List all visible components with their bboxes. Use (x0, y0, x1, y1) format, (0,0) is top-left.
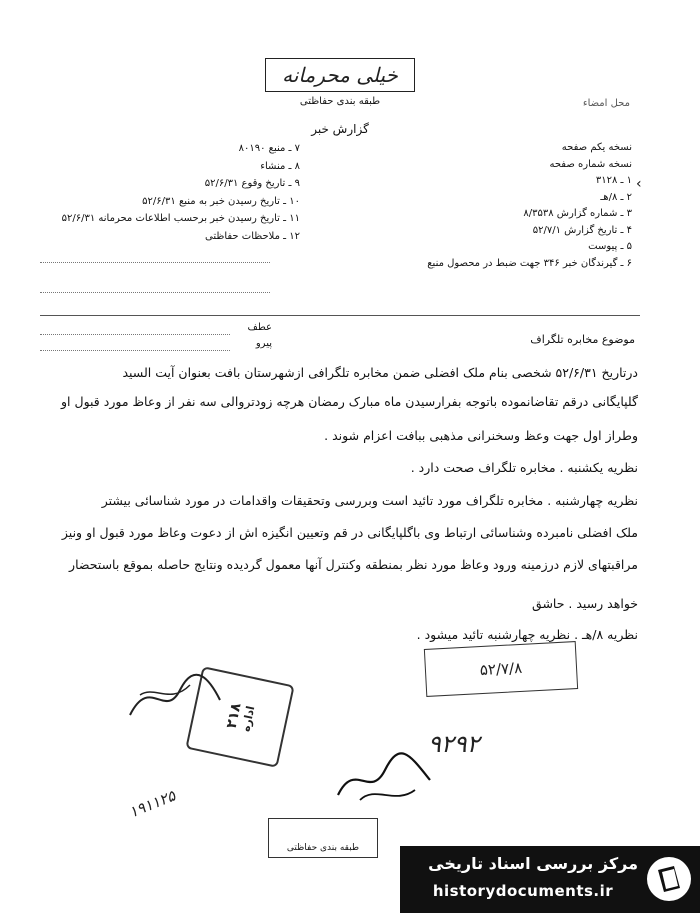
body-line: نظریه چهارشنبه . مخابره تلگراف مورد تائید است وبررسی وتحقیقات واقدامات در مورد شناسائی بیشتر (101, 493, 638, 508)
handwritten-number: ۹۲۹۲ (428, 730, 480, 758)
watermark-bar (400, 846, 700, 913)
signature (330, 750, 440, 810)
label-peyro: پیرو (255, 338, 272, 349)
body-line: نظریه یکشنبه . مخابره تلگراف صحت دارد . (410, 460, 638, 475)
dotted-line (40, 334, 230, 335)
left-field: ۱۲ ـ ملاحظات حفاظتی (205, 230, 300, 242)
divider (40, 315, 640, 316)
left-field: ۹ ـ تاریخ وقوع ۵۲/۶/۳۱ (204, 178, 300, 189)
watermark-url: historydocuments.ir (432, 882, 614, 900)
left-field: ۷ ـ منبع ۸۰۱۹۰ (238, 143, 300, 154)
report-title: گزارش خبر (311, 122, 369, 136)
left-field: ۸ ـ منشاء (260, 160, 300, 172)
stamp-number: ۲۱۸ (223, 701, 245, 730)
left-fields (40, 140, 300, 245)
right-field: ۱ ـ ۳۱۲۸ (595, 175, 632, 186)
date-stamp: ۵۲/۷/۸ (424, 641, 578, 697)
dotted-line (40, 350, 230, 351)
watermark-title: مرکز بررسی اسناد تاریخی (428, 854, 638, 873)
margin-mark: ‹ (636, 176, 642, 192)
handwritten-left: ۱۹۱۱۲۵ (126, 786, 178, 822)
label-atf: عطف (247, 322, 272, 333)
body-line: مراقبتهای لازم درزمینه ورود وعاظ مورد نظر بمنطقه وکنترل آنها معمول گردیده ونتایج حاصله بموقع باستحضار (69, 557, 638, 572)
right-field: نسخه شماره صفحه (549, 158, 632, 170)
body-line: ملک افضلی نامبرده وشناسائی ارتباط وی باگلپایگانی در قم وتعیین انگیزه اش از دعوت وعاظ مورد قبول او ونیز (61, 525, 638, 540)
right-field: ۴ ـ تاریخ گزارش ۵۲/۷/۱ (532, 224, 632, 236)
handwriting-scribble (120, 665, 230, 725)
dotted-line (40, 262, 270, 263)
body-line: گلپایگانی درقم تقاضانموده باتوجه بفرارسیدن ماه مبارک رمضان هرچه زودتروالی سه نفر از وعاظ مورد قبول او (61, 394, 638, 409)
body-line: خواهد رسید . حاشق (532, 596, 638, 611)
body-line: درتاریخ ۵۲/۶/۳۱ شخصی بنام ملک افضلی ضمن مخابره تلگرافی ازشهرستان بافت بعنوان آیت السید (122, 365, 638, 380)
right-field: ۶ ـ گیرندگان خبر ۳۴۶ جهت ضبط در محصول منبع (427, 257, 632, 269)
stamp-label: اداره (238, 704, 257, 733)
right-field: ۲ ـ ۸/هـ (600, 191, 632, 203)
right-fields (340, 140, 632, 272)
left-field: ۱۰ ـ تاریخ رسیدن خبر به منبع ۵۲/۶/۳۱ (142, 195, 300, 207)
dotted-line (40, 292, 270, 293)
classification-stamp: خیلی محرمانه (265, 58, 415, 92)
classification-caption: طبقه بندی حفاظتی (299, 96, 381, 107)
subject: موضوع مخابره تلگراف (530, 333, 635, 346)
body-line: نظریه ۸/هـ . نظریه چهارشنبه تائید میشود . (416, 627, 638, 642)
archive-logo-icon (644, 854, 694, 904)
top-right-label: محل امضاء (582, 98, 630, 109)
body-line: وطراز اول جهت وعظ وسخنرانی مذهبی ببافت اعزام شوند . (324, 428, 638, 443)
bottom-classification-box: طبقه بندی حفاظتی (268, 818, 378, 858)
right-field: ۳ ـ شماره گزارش ۸/۳۵۳۸ (523, 208, 632, 219)
left-field: ۱۱ ـ تاریخ رسیدن خبر برحسب اطلاعات محرمانه ۵۲/۶/۳۱ (61, 213, 300, 224)
right-field: ۵ ـ پیوست (588, 241, 632, 252)
right-field: نسخه یکم صفحه (561, 142, 632, 153)
